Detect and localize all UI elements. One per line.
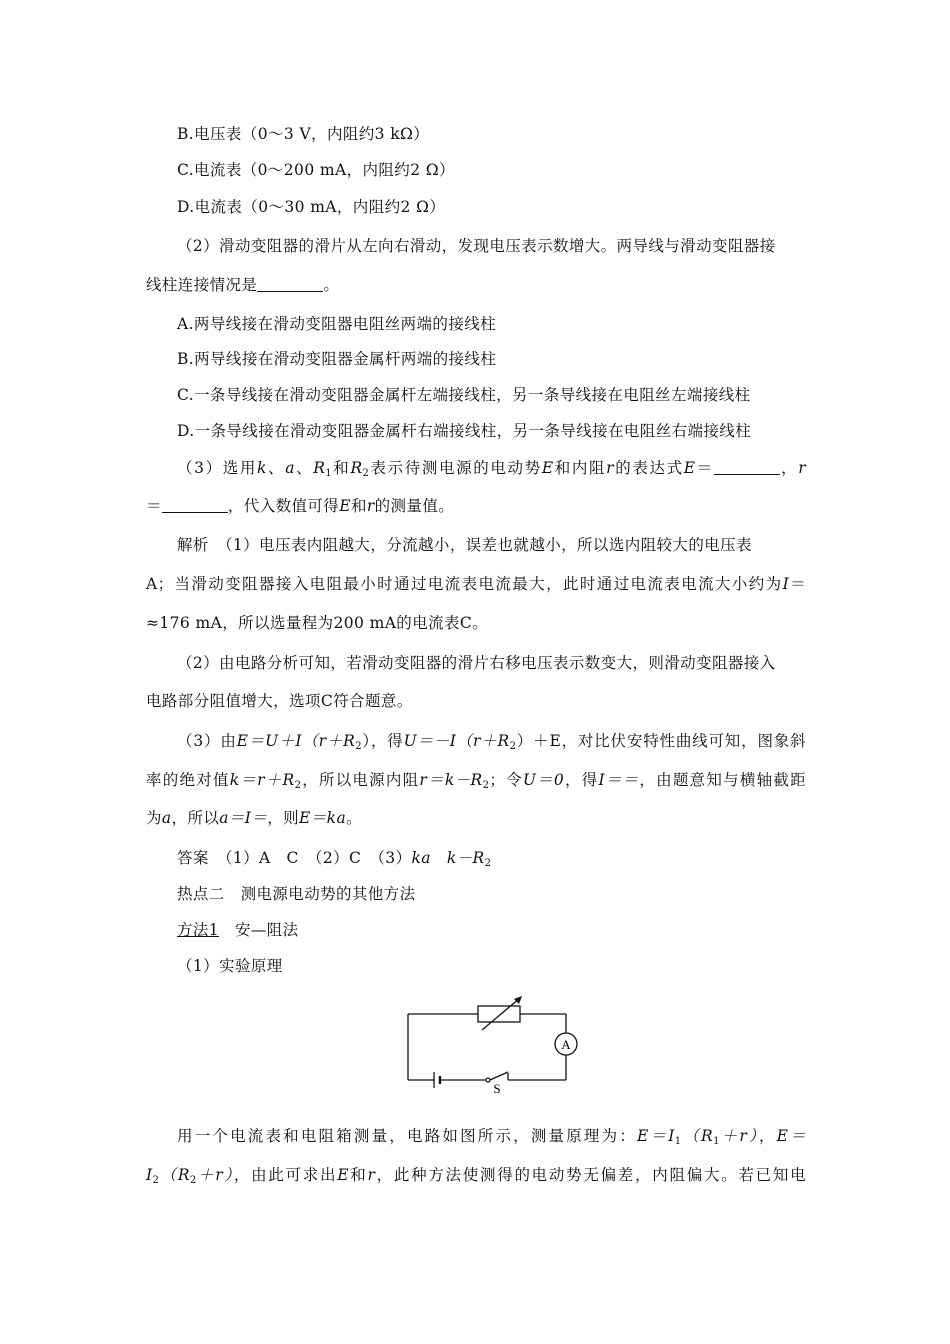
question-2-line-1: （2）滑动变阻器的滑片从左向右滑动，发现电压表示数增大。两导线与滑动变阻器接 <box>177 237 776 255</box>
switch-lever <box>490 1072 508 1080</box>
analysis-line-1: 解析 （1）电压表内阻越大，分流越小，误差也就越小，所以选内阻较大的电压表 <box>177 536 752 554</box>
analysis-3-line-1: （3）由$E=U+I(r+R_2)$，得$U=-I(r+R_2)+E$，对比伏安特性曲线可知，图象斜 <box>177 732 806 752</box>
section-heading: 热点二 测电源电动势的其他方法 <box>177 885 416 903</box>
method-label: 方法1 <box>177 921 220 939</box>
analysis-2-line-2: 电路部分阻值增大，选项C符合题意。 <box>146 692 413 710</box>
principle-heading: （1）实验原理 <box>177 957 283 975</box>
question-2-option-c: C.一条导线接在滑动变阻器金属杆左端接线柱，另一条导线接在电阻丝左端接线柱 <box>177 386 751 404</box>
answer-label: 答案 <box>177 849 209 867</box>
analysis-2-line-1: （2）由电路分析可知，若滑动变阻器的滑片右移电压表示数变大，则滑动变阻器接入 <box>177 654 776 672</box>
analysis-3-line-3: 为a，所以a＝I＝，则E＝ka。 <box>146 809 363 827</box>
answer-blank <box>162 498 228 513</box>
variable-arrow-line <box>482 998 520 1030</box>
circuit-diagram <box>398 996 588 1094</box>
question-2-line-2: 线柱连接情况是 。 <box>146 276 340 294</box>
answer-line: 答案 （1）A C （2）C （3）ka $k-R_2$ <box>177 849 492 869</box>
analysis-3-line-2: 率的绝对值$k=r+R_2$，所以电源内阻$r=k-R_2$；令U＝0，得I＝＝，由题意知与横轴截距 <box>146 771 806 791</box>
switch-contact <box>486 1078 490 1082</box>
question-2-option-a: A.两导线接在滑动变阻器电阻丝两端的接线柱 <box>177 315 497 333</box>
answer-blank <box>257 277 323 292</box>
resistor-box-symbol <box>478 1006 520 1022</box>
option-d-ammeter: D.电流表（0～30 mA，内阻约2 Ω） <box>177 198 446 216</box>
question-3-line-2: ＝ ，代入数值可得E和r的测量值。 <box>146 497 455 515</box>
answer-blank <box>714 460 780 475</box>
option-b-voltmeter: B.电压表（0～3 V，内阻约3 kΩ） <box>177 125 430 143</box>
ammeter-label: A <box>561 1037 571 1052</box>
question-3-line-1: （3）选用k、a、$R_1$和$R_2$表示待测电源的电动势E和内阻r的表达式E＝ ，r <box>177 459 807 479</box>
bottom-line-1: 用一个电流表和电阻箱测量，电路如图所示，测量原理为：$E=I_1(R_1+r)$，E＝ <box>177 1127 806 1147</box>
analysis-line-3: ≈176 mA，所以选量程为200 mA的电流表C。 <box>146 614 489 632</box>
question-2-option-d: D.一条导线接在滑动变阻器金属杆右端接线柱，另一条导线接在电阻丝右端接线柱 <box>177 422 752 440</box>
question-2-option-b: B.两导线接在滑动变阻器金属杆两端的接线柱 <box>177 350 497 368</box>
analysis-line-2: A；当滑动变阻器接入电阻最小时通过电流表电流最大，此时通过电流表电流大小约为I＝ <box>146 575 806 593</box>
switch-label: S <box>493 1081 501 1094</box>
method-heading: 方法1 安—阻法 <box>177 921 299 939</box>
bottom-line-2: $I_2(R_2+r)$，由此可求出E和r，此种方法使测得的电动势无偏差，内阻偏大。若已知电 <box>146 1166 806 1186</box>
option-c-ammeter: C.电流表（0～200 mA，内阻约2 Ω） <box>177 161 455 179</box>
analysis-label: 解析 <box>177 536 209 554</box>
